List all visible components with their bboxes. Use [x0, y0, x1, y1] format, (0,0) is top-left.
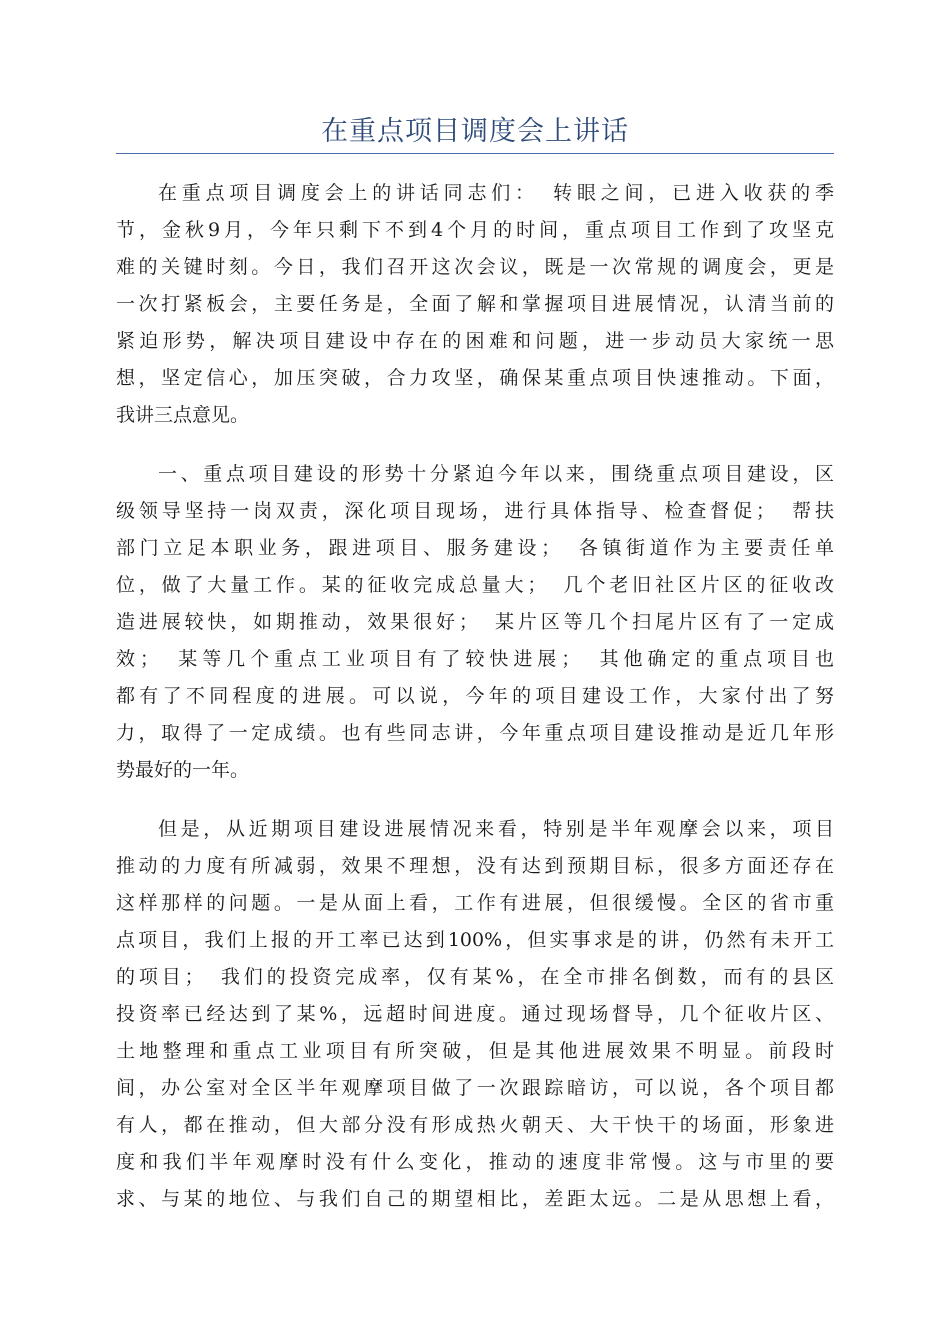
text-line: 效； 某等几个重点工业项目有了较快进展； 其他确定的重点项目也	[116, 648, 834, 670]
text-line: 推动的力度有所减弱，效果不理想，没有达到预期目标，很多方面还存在	[116, 855, 834, 877]
text-line: 势最好的一年。	[116, 759, 250, 781]
text-line: 但是，从近期项目建设进展情况来看，特别是半年观摩会以来，项目	[158, 818, 834, 840]
document-body	[116, 175, 834, 1240]
paragraph-2	[116, 456, 834, 789]
text-line: 级领导坚持一岗双责，深化项目现场，进行具体指导、检查督促； 帮扶	[116, 500, 834, 522]
text-line: 都有了不同程度的进展。可以说，今年的项目建设工作，大家付出了努	[116, 685, 834, 707]
text-line: 我讲三点意见。	[116, 404, 250, 426]
text-line: 间，办公室对全区半年观摩项目做了一次跟踪暗访，可以说，各个项目都	[116, 1077, 834, 1099]
text-line: 的项目； 我们的投资完成率，仅有某%，在全市排名倒数，而有的县区	[116, 966, 834, 988]
paragraph-1	[116, 175, 834, 434]
text-line: 节，金秋9月，今年只剩下不到4个月的时间，重点项目工作到了攻坚克	[116, 219, 834, 241]
text-line: 在重点项目调度会上的讲话同志们： 转眼之间，已进入收获的季	[158, 182, 834, 204]
text-line: 一、重点项目建设的形势十分紧迫今年以来，围绕重点项目建设，区	[158, 463, 834, 485]
text-line: 想，坚定信心，加压突破，合力攻坚，确保某重点项目快速推动。下面，	[116, 367, 834, 389]
text-line: 求、与某的地位、与我们自己的期望相比，差距太远。二是从思想上看，	[116, 1188, 834, 1210]
text-line: 投资率已经达到了某%，远超时间进度。通过现场督导，几个征收片区、	[116, 1003, 834, 1025]
title-underline	[116, 153, 834, 154]
text-line: 位，做了大量工作。某的征收完成总量大； 几个老旧社区片区的征收改	[116, 574, 834, 596]
paragraph-3	[116, 811, 834, 1218]
text-line: 难的关键时刻。今日，我们召开这次会议，既是一次常规的调度会，更是	[116, 256, 834, 278]
text-line: 这样那样的问题。一是从面上看，工作有进展，但很缓慢。全区的省市重	[116, 892, 834, 914]
text-line: 度和我们半年观摩时没有什么变化，推动的速度非常慢。这与市里的要	[116, 1151, 834, 1173]
text-line: 力，取得了一定成绩。也有些同志讲，今年重点项目建设推动是近几年形	[116, 722, 834, 744]
document-title: 在重点项目调度会上讲话	[321, 116, 629, 147]
text-line: 土地整理和重点工业项目有所突破，但是其他进展效果不明显。前段时	[116, 1040, 834, 1062]
text-line: 部门立足本职业务，跟进项目、服务建设； 各镇街道作为主要责任单	[116, 537, 834, 559]
text-line: 一次打紧板会，主要任务是，全面了解和掌握项目进展情况，认清当前的	[116, 293, 834, 315]
text-line: 点项目，我们上报的开工率已达到100%，但实事求是的讲，仍然有未开工	[116, 929, 834, 951]
text-line: 有人，都在推动，但大部分没有形成热火朝天、大干快干的场面，形象进	[116, 1114, 834, 1136]
text-line: 造进展较快，如期推动，效果很好； 某片区等几个扫尾片区有了一定成	[116, 611, 834, 633]
text-line: 紧迫形势，解决项目建设中存在的困难和问题，进一步动员大家统一思	[116, 330, 834, 352]
